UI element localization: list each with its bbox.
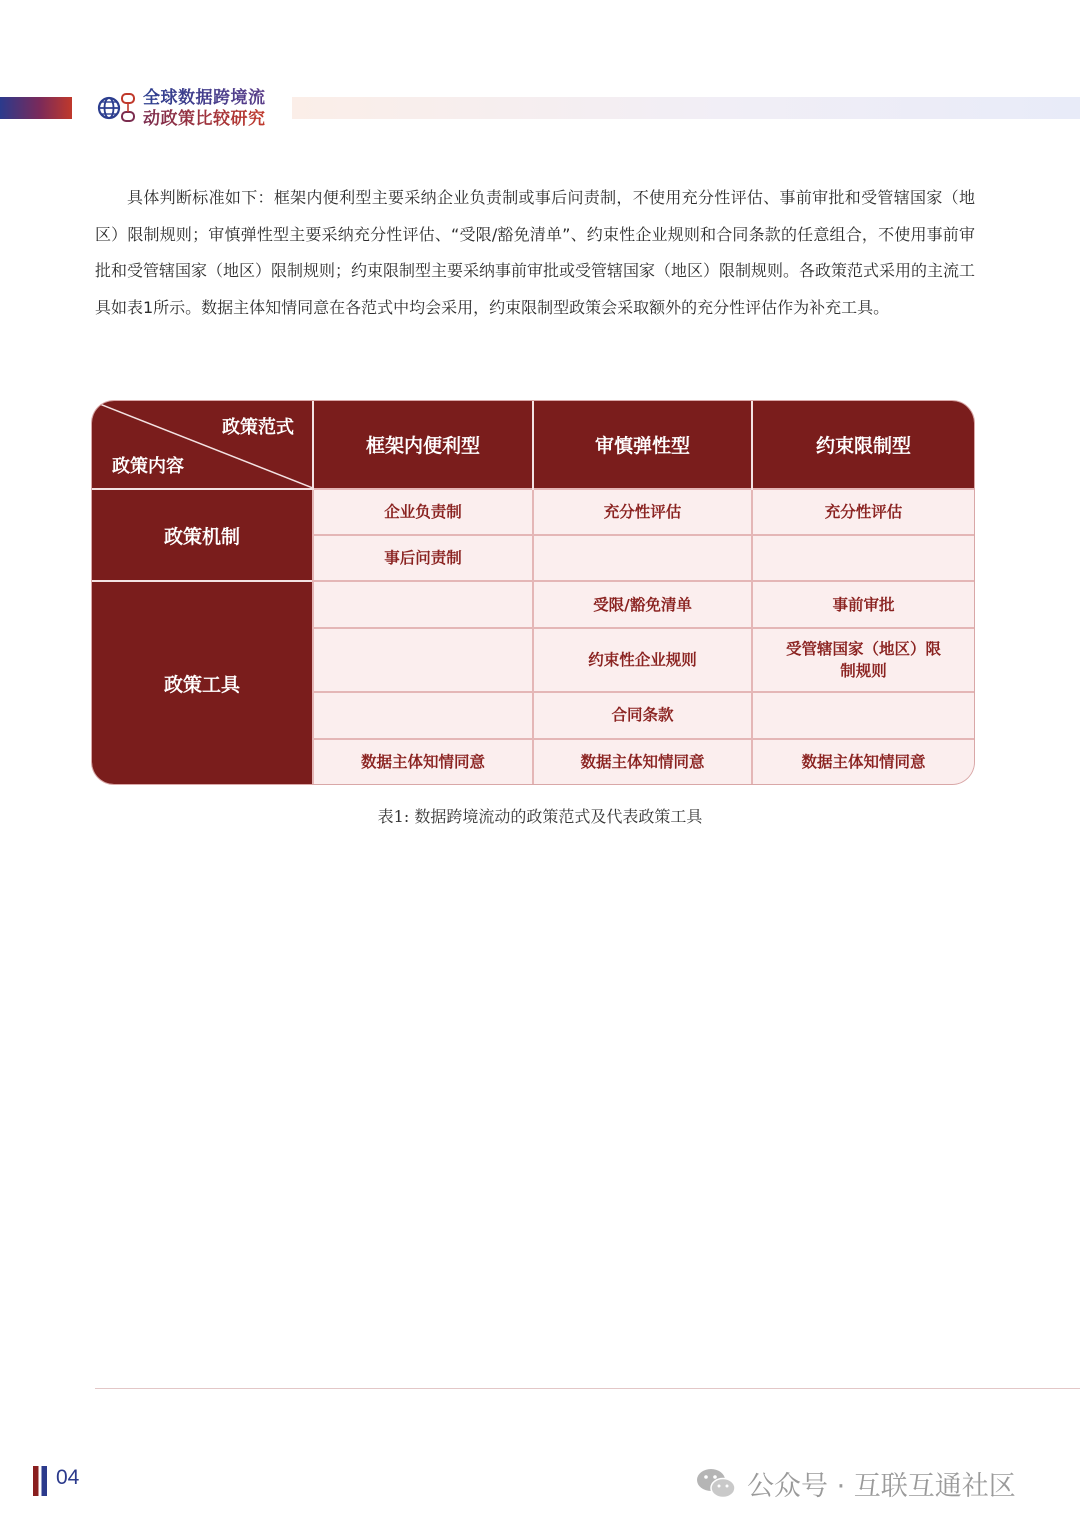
table-cell bbox=[752, 535, 974, 581]
table-corner-header bbox=[92, 401, 313, 489]
table-cell: 约束性企业规则 bbox=[533, 628, 752, 693]
table-cell: 充分性评估 bbox=[533, 489, 752, 535]
wechat-icon bbox=[695, 1466, 737, 1502]
footer-divider bbox=[95, 1388, 1080, 1389]
page-number-accent bbox=[33, 1466, 47, 1496]
globe-data-icon bbox=[96, 88, 138, 128]
column-header: 审慎弹性型 bbox=[533, 401, 752, 489]
table-cell: 事前审批 bbox=[752, 581, 974, 627]
table-caption: 表1: 数据跨境流动的政策范式及代表政策工具 bbox=[377, 807, 703, 826]
header-title-line2: 动政策比较研究 bbox=[143, 109, 266, 129]
table-cell bbox=[313, 692, 533, 738]
table-cell bbox=[313, 581, 533, 627]
table-cell-text: 受管辖国家（地区）限制规则 bbox=[785, 640, 941, 680]
page-number: 04 bbox=[56, 1466, 80, 1489]
header-accent-bar-left bbox=[0, 97, 72, 119]
header-accent-bar-right bbox=[292, 97, 1080, 119]
column-header: 约束限制型 bbox=[752, 401, 974, 489]
table-cell: 数据主体知情同意 bbox=[313, 739, 533, 784]
table-cell bbox=[752, 692, 974, 738]
policy-table bbox=[92, 401, 974, 784]
body-paragraph: 具体判断标准如下：框架内便利型主要采纳企业负责制或事后问责制，不使用充分性评估、事前审批和受管辖国家（地区）限制规则；审慎弹性型主要采纳充分性评估、“受限/豁免清单”、约束性企业规则和合同条款的任意组合，不使用事前审批和受管辖国家（地区）限制规则；约束限制型主要采纳事前审批或受管辖国家（地区）限制规则。各政策范式采用的主流工具如表1所示。数据主体知情同意在各范式中均会采用，约束限制型政策会采取额外的充分性评估作为补充工具。 bbox=[95, 188, 976, 317]
table-cell: 充分性评估 bbox=[752, 489, 974, 535]
header-title bbox=[143, 88, 266, 130]
table-cell: 数据主体知情同意 bbox=[533, 739, 752, 784]
row-group-label-mechanism: 政策机制 bbox=[92, 489, 313, 582]
table-cell bbox=[533, 535, 752, 581]
table-cell: 数据主体知情同意 bbox=[752, 739, 974, 784]
corner-label-paradigm: 政策范式 bbox=[222, 417, 294, 438]
header-title-line1: 全球数据跨境流 bbox=[143, 88, 266, 108]
table-cell: 事后问责制 bbox=[313, 535, 533, 581]
watermark bbox=[695, 1464, 1016, 1503]
corner-label-content: 政策内容 bbox=[112, 455, 184, 477]
watermark-text: 公众号 · 互联互通社区 bbox=[747, 1471, 1016, 1502]
table-cell: 合同条款 bbox=[533, 692, 752, 738]
table-cell bbox=[313, 628, 533, 693]
table-cell: 企业负责制 bbox=[313, 489, 533, 535]
table-cell: 受限/豁免清单 bbox=[533, 581, 752, 627]
column-header: 框架内便利型 bbox=[313, 401, 533, 489]
table-cell bbox=[752, 628, 974, 693]
row-group-label-tools: 政策工具 bbox=[92, 581, 313, 784]
